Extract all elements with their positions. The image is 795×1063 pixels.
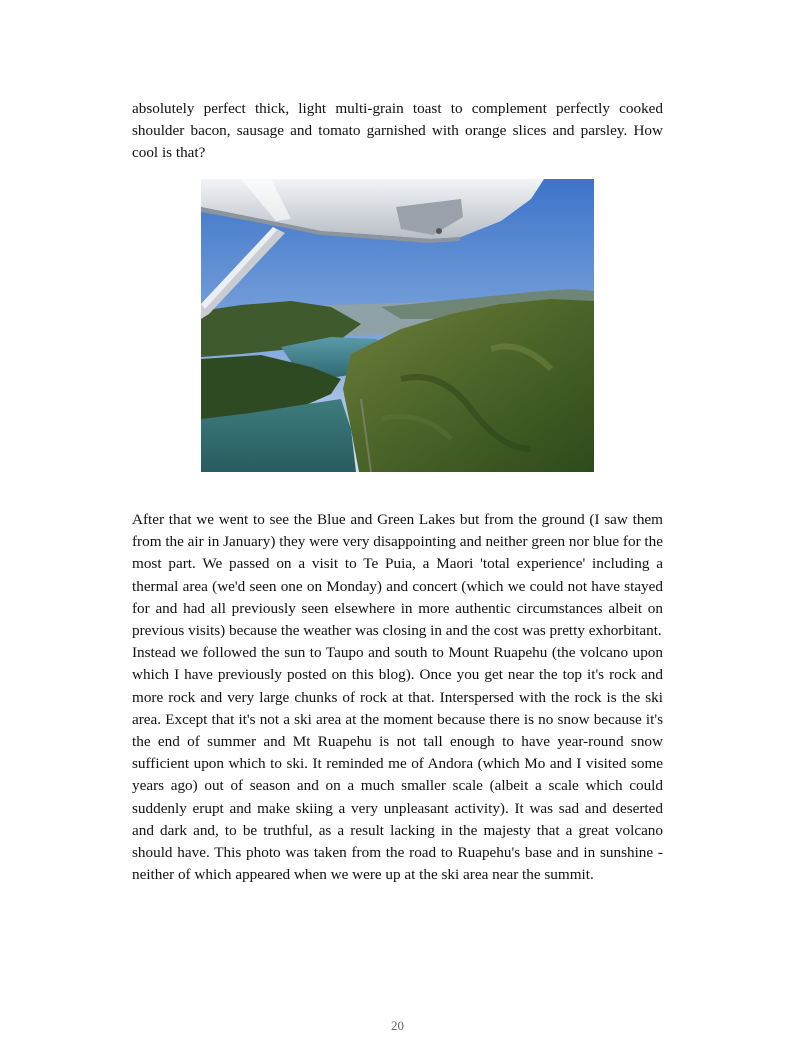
ruapehu-paragraph: Instead we followed the sun to Taupo and south to Mount Ruapehu (the volcano upon which I have previously posted on this blog). Once you get near the top it's rock and more rock and very large chunks of rock at that. Interspersed with the rock is the ski area. Except that it's not a ski area at the moment because there is no snow because it's the end of summer and Mt Ruapehu is not tall enough to have year-round snow sufficient upon which to ski. It reminded me of Andora (which Mo and I visited some years ago) out of season and on a much smaller scale (albeit a scale which could suddenly erupt and make skiing a very unpleasant activity). It was sad and deserted and dark and, to be truthful, as a result lacking in the majesty that a great volcano should have. This photo was taken from the road to Ruapehu's base and in sunshine - neither of which appeared when we were up at the ski area near the summit. bbox=[132, 644, 663, 884]
intro-paragraph: absolutely perfect thick, light multi-grain toast to complement perfectly cooked shoulder bacon, sausage and tomato garnished with orange slices and parsley. How cool is that? bbox=[132, 100, 663, 162]
intro-paragraph-block bbox=[132, 98, 663, 165]
lakes-paragraph: After that we went to see the Blue and Green Lakes but from the ground (I saw them from the air in January) they were very disappointing and neither green nor blue for the most part. We passed on a visit to Te Puia, a Maori 'total experience' including a thermal area (we'd seen one on Monday) and concert (which we could not have stayed for and had all previously seen elsewhere in more authentic circumstances albeit on previous visits) because the weather was closing in and the cost was pretty exhorbitant. bbox=[132, 511, 663, 640]
aerial-lake-photo bbox=[201, 179, 594, 472]
body-text-block bbox=[132, 509, 663, 886]
page-number: 20 bbox=[391, 1018, 404, 1033]
